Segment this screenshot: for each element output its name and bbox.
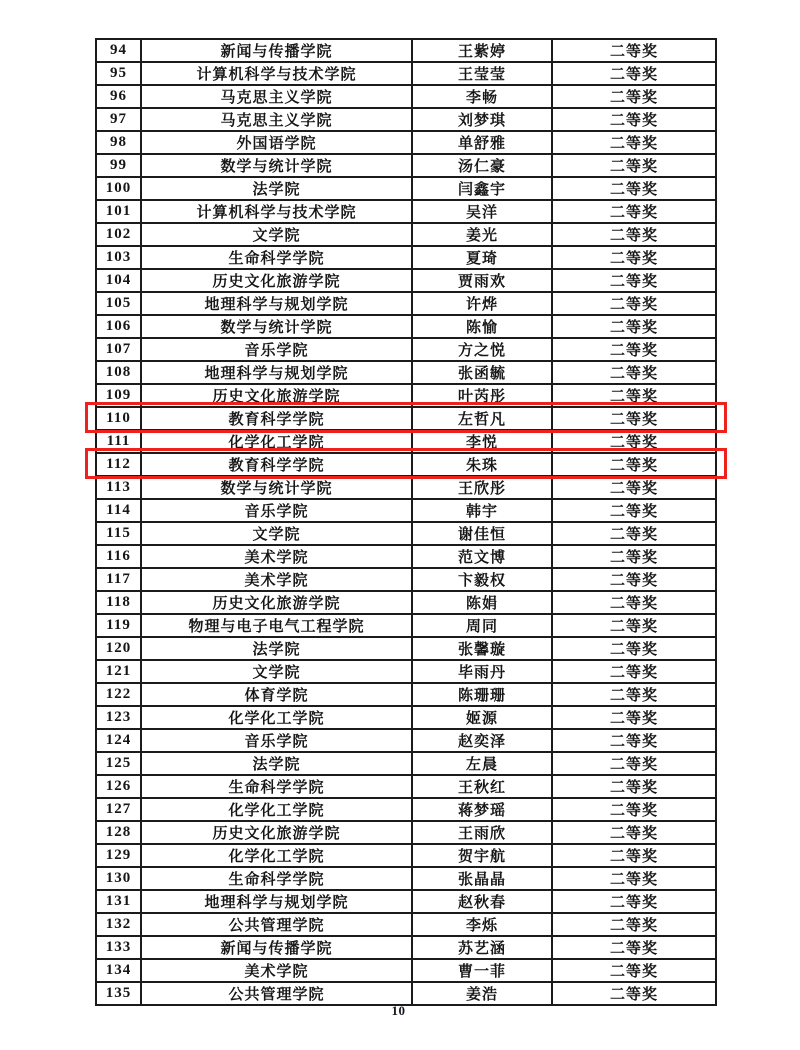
name-cell: 姜浩	[412, 982, 552, 1005]
row-number-cell: 128	[96, 821, 141, 844]
college-cell: 公共管理学院	[141, 982, 412, 1005]
row-number-cell: 114	[96, 499, 141, 522]
name-cell: 李畅	[412, 85, 552, 108]
table-row	[96, 131, 716, 154]
row-number-cell: 101	[96, 200, 141, 223]
table-row	[96, 430, 716, 453]
award-cell: 二等奖	[552, 982, 716, 1005]
award-cell: 二等奖	[552, 292, 716, 315]
row-number-cell: 117	[96, 568, 141, 591]
award-cell: 二等奖	[552, 476, 716, 499]
name-cell: 姜光	[412, 223, 552, 246]
name-cell: 毕雨丹	[412, 660, 552, 683]
award-cell: 二等奖	[552, 637, 716, 660]
name-cell: 刘梦琪	[412, 108, 552, 131]
college-cell: 历史文化旅游学院	[141, 821, 412, 844]
name-cell: 朱珠	[412, 453, 552, 476]
award-cell: 二等奖	[552, 338, 716, 361]
row-number-cell: 116	[96, 545, 141, 568]
table-row	[96, 959, 716, 982]
name-cell: 苏艺涵	[412, 936, 552, 959]
college-cell: 历史文化旅游学院	[141, 384, 412, 407]
college-cell: 文学院	[141, 223, 412, 246]
page-number: 10	[391, 1003, 406, 1018]
table-row	[96, 407, 716, 430]
award-cell: 二等奖	[552, 706, 716, 729]
row-number-cell: 94	[96, 39, 141, 62]
award-cell: 二等奖	[552, 62, 716, 85]
name-cell: 曹一菲	[412, 959, 552, 982]
award-cell: 二等奖	[552, 936, 716, 959]
award-cell: 二等奖	[552, 660, 716, 683]
college-cell: 生命科学学院	[141, 246, 412, 269]
award-cell: 二等奖	[552, 499, 716, 522]
table-row	[96, 890, 716, 913]
college-cell: 法学院	[141, 637, 412, 660]
row-number-cell: 134	[96, 959, 141, 982]
row-number-cell: 105	[96, 292, 141, 315]
table-row	[96, 522, 716, 545]
table-row	[96, 591, 716, 614]
college-cell: 音乐学院	[141, 729, 412, 752]
college-cell: 外国语学院	[141, 131, 412, 154]
college-cell: 生命科学学院	[141, 775, 412, 798]
college-cell: 教育科学学院	[141, 407, 412, 430]
college-cell: 音乐学院	[141, 499, 412, 522]
name-cell: 赵秋春	[412, 890, 552, 913]
table-row	[96, 913, 716, 936]
award-cell: 二等奖	[552, 108, 716, 131]
table-row	[96, 154, 716, 177]
name-cell: 张馨璇	[412, 637, 552, 660]
award-cell: 二等奖	[552, 821, 716, 844]
name-cell: 陈愉	[412, 315, 552, 338]
table-row	[96, 844, 716, 867]
award-cell: 二等奖	[552, 177, 716, 200]
row-number-cell: 110	[96, 407, 141, 430]
row-number-cell: 99	[96, 154, 141, 177]
row-number-cell: 123	[96, 706, 141, 729]
college-cell: 马克思主义学院	[141, 85, 412, 108]
college-cell: 体育学院	[141, 683, 412, 706]
table-row	[96, 223, 716, 246]
name-cell: 赵奕泽	[412, 729, 552, 752]
award-cell: 二等奖	[552, 545, 716, 568]
table-row	[96, 936, 716, 959]
row-number-cell: 125	[96, 752, 141, 775]
row-number-cell: 98	[96, 131, 141, 154]
award-cell: 二等奖	[552, 890, 716, 913]
college-cell: 公共管理学院	[141, 913, 412, 936]
award-cell: 二等奖	[552, 683, 716, 706]
table-row	[96, 821, 716, 844]
award-cell: 二等奖	[552, 85, 716, 108]
table-row	[96, 338, 716, 361]
row-number-cell: 121	[96, 660, 141, 683]
table-row	[96, 177, 716, 200]
name-cell: 蒋梦瑶	[412, 798, 552, 821]
college-cell: 生命科学学院	[141, 867, 412, 890]
college-cell: 音乐学院	[141, 338, 412, 361]
college-cell: 计算机科学与技术学院	[141, 62, 412, 85]
award-cell: 二等奖	[552, 568, 716, 591]
name-cell: 李烁	[412, 913, 552, 936]
award-cell: 二等奖	[552, 131, 716, 154]
name-cell: 吴洋	[412, 200, 552, 223]
name-cell: 韩宇	[412, 499, 552, 522]
college-cell: 历史文化旅游学院	[141, 269, 412, 292]
college-cell: 计算机科学与技术学院	[141, 200, 412, 223]
row-number-cell: 124	[96, 729, 141, 752]
name-cell: 王欣彤	[412, 476, 552, 499]
row-number-cell: 104	[96, 269, 141, 292]
row-number-cell: 122	[96, 683, 141, 706]
college-cell: 法学院	[141, 177, 412, 200]
name-cell: 夏琦	[412, 246, 552, 269]
row-number-cell: 102	[96, 223, 141, 246]
row-number-cell: 126	[96, 775, 141, 798]
college-cell: 地理科学与规划学院	[141, 292, 412, 315]
table-row	[96, 545, 716, 568]
award-cell: 二等奖	[552, 867, 716, 890]
award-cell: 二等奖	[552, 798, 716, 821]
college-cell: 新闻与传播学院	[141, 39, 412, 62]
award-cell: 二等奖	[552, 361, 716, 384]
award-cell: 二等奖	[552, 200, 716, 223]
college-cell: 化学化工学院	[141, 798, 412, 821]
row-number-cell: 112	[96, 453, 141, 476]
table-row	[96, 384, 716, 407]
row-number-cell: 135	[96, 982, 141, 1005]
award-cell: 二等奖	[552, 614, 716, 637]
row-number-cell: 129	[96, 844, 141, 867]
row-number-cell: 95	[96, 62, 141, 85]
name-cell: 王雨欣	[412, 821, 552, 844]
row-number-cell: 96	[96, 85, 141, 108]
college-cell: 美术学院	[141, 959, 412, 982]
award-cell: 二等奖	[552, 430, 716, 453]
award-cell: 二等奖	[552, 913, 716, 936]
row-number-cell: 131	[96, 890, 141, 913]
table-row	[96, 982, 716, 1005]
row-number-cell: 106	[96, 315, 141, 338]
college-cell: 化学化工学院	[141, 844, 412, 867]
award-cell: 二等奖	[552, 39, 716, 62]
row-number-cell: 109	[96, 384, 141, 407]
table-row	[96, 499, 716, 522]
name-cell: 周同	[412, 614, 552, 637]
name-cell: 许烨	[412, 292, 552, 315]
award-table	[95, 38, 717, 1006]
award-cell: 二等奖	[552, 844, 716, 867]
name-cell: 单舒雅	[412, 131, 552, 154]
name-cell: 左哲凡	[412, 407, 552, 430]
row-number-cell: 108	[96, 361, 141, 384]
table-row	[96, 62, 716, 85]
table-row	[96, 453, 716, 476]
row-number-cell: 103	[96, 246, 141, 269]
row-number-cell: 118	[96, 591, 141, 614]
row-number-cell: 97	[96, 108, 141, 131]
table-row	[96, 660, 716, 683]
college-cell: 美术学院	[141, 568, 412, 591]
row-number-cell: 132	[96, 913, 141, 936]
table-row	[96, 108, 716, 131]
award-cell: 二等奖	[552, 269, 716, 292]
table-row	[96, 752, 716, 775]
award-cell: 二等奖	[552, 154, 716, 177]
award-cell: 二等奖	[552, 959, 716, 982]
college-cell: 数学与统计学院	[141, 154, 412, 177]
college-cell: 法学院	[141, 752, 412, 775]
college-cell: 教育科学学院	[141, 453, 412, 476]
college-cell: 数学与统计学院	[141, 315, 412, 338]
college-cell: 美术学院	[141, 545, 412, 568]
name-cell: 范文博	[412, 545, 552, 568]
award-cell: 二等奖	[552, 315, 716, 338]
name-cell: 谢佳恒	[412, 522, 552, 545]
table-row	[96, 246, 716, 269]
table-row	[96, 568, 716, 591]
name-cell: 陈娟	[412, 591, 552, 614]
name-cell: 李悦	[412, 430, 552, 453]
table-row	[96, 200, 716, 223]
name-cell: 陈珊珊	[412, 683, 552, 706]
name-cell: 贺宇航	[412, 844, 552, 867]
name-cell: 卞毅权	[412, 568, 552, 591]
table-row	[96, 867, 716, 890]
table-row	[96, 361, 716, 384]
name-cell: 方之悦	[412, 338, 552, 361]
college-cell: 新闻与传播学院	[141, 936, 412, 959]
row-number-cell: 120	[96, 637, 141, 660]
name-cell: 汤仁豪	[412, 154, 552, 177]
college-cell: 地理科学与规划学院	[141, 890, 412, 913]
name-cell: 张函毓	[412, 361, 552, 384]
award-cell: 二等奖	[552, 752, 716, 775]
table-row	[96, 292, 716, 315]
college-cell: 文学院	[141, 660, 412, 683]
college-cell: 化学化工学院	[141, 706, 412, 729]
award-cell: 二等奖	[552, 522, 716, 545]
table-row	[96, 315, 716, 338]
row-number-cell: 100	[96, 177, 141, 200]
award-cell: 二等奖	[552, 223, 716, 246]
row-number-cell: 111	[96, 430, 141, 453]
award-cell: 二等奖	[552, 384, 716, 407]
row-number-cell: 133	[96, 936, 141, 959]
row-number-cell: 107	[96, 338, 141, 361]
table-row	[96, 269, 716, 292]
award-cell: 二等奖	[552, 246, 716, 269]
name-cell: 左晨	[412, 752, 552, 775]
table-row	[96, 39, 716, 62]
name-cell: 张晶晶	[412, 867, 552, 890]
table-row	[96, 85, 716, 108]
row-number-cell: 119	[96, 614, 141, 637]
award-cell: 二等奖	[552, 407, 716, 430]
table-row	[96, 775, 716, 798]
table-row	[96, 798, 716, 821]
award-cell: 二等奖	[552, 729, 716, 752]
award-cell: 二等奖	[552, 775, 716, 798]
table-row	[96, 637, 716, 660]
college-cell: 历史文化旅游学院	[141, 591, 412, 614]
table-row	[96, 476, 716, 499]
name-cell: 王紫婷	[412, 39, 552, 62]
table-row	[96, 729, 716, 752]
row-number-cell: 113	[96, 476, 141, 499]
award-cell: 二等奖	[552, 453, 716, 476]
table-row	[96, 706, 716, 729]
name-cell: 贾雨欢	[412, 269, 552, 292]
name-cell: 王莹莹	[412, 62, 552, 85]
table-row	[96, 683, 716, 706]
row-number-cell: 127	[96, 798, 141, 821]
award-table-body	[96, 39, 716, 1005]
table-row	[96, 614, 716, 637]
name-cell: 王秋红	[412, 775, 552, 798]
name-cell: 叶芮彤	[412, 384, 552, 407]
college-cell: 物理与电子电气工程学院	[141, 614, 412, 637]
row-number-cell: 115	[96, 522, 141, 545]
college-cell: 文学院	[141, 522, 412, 545]
college-cell: 马克思主义学院	[141, 108, 412, 131]
college-cell: 化学化工学院	[141, 430, 412, 453]
college-cell: 数学与统计学院	[141, 476, 412, 499]
row-number-cell: 130	[96, 867, 141, 890]
name-cell: 姬源	[412, 706, 552, 729]
award-cell: 二等奖	[552, 591, 716, 614]
college-cell: 地理科学与规划学院	[141, 361, 412, 384]
name-cell: 闫鑫宇	[412, 177, 552, 200]
